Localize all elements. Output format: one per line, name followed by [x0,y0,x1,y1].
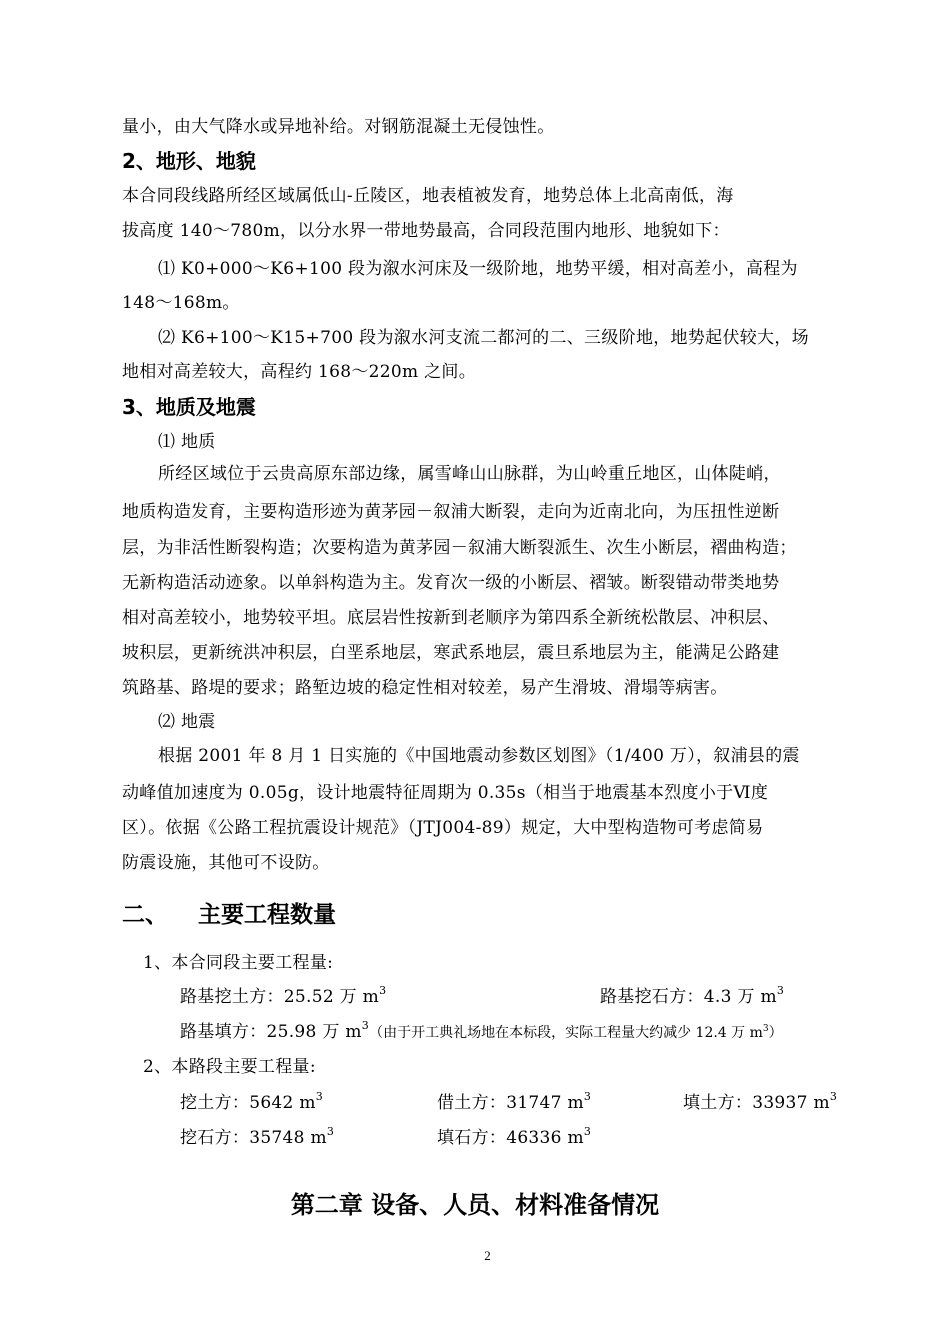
terrain-paragraph-line-1: 本合同段线路所经区域属低山-丘陵区，地表植被发育，地势总体上北高南低，海 [122,186,734,206]
geology-line-7: 筑路基、路堤的要求；路堑边坡的稳定性相对较差，易产生滑坡、滑塌等病害。 [122,678,728,698]
section-heading-geology: 3、地质及地震 [122,395,256,419]
fill-rock-quantity: 填石方：46336 $m^3$ [437,1125,592,1148]
part-heading-quantities [122,900,336,930]
earthquake-line-3: 区）。依据《公路工程抗震设计规范》（JTJ004-89）规定，大中型构造物可考虑简易 [122,818,764,838]
terrain-item-1-line-2: 148～168m。 [122,293,240,313]
geology-line-1: 所经区域位于云贵高原东部边缘，属雪峰山山脉群，为山岭重丘地区，山体陡峭， [158,464,781,484]
contract-quantities-heading: 1、本合同段主要工程量: [143,953,334,973]
road-quantities-heading: 2、本路段主要工程量: [143,1057,316,1077]
earthquake-line-2: 动峰值加速度为 0.05g，设计地震特征周期为 0.35s（相当于地震基本烈度小于Ⅵ度 [122,783,769,803]
chapter-title: 第二章 设备、人员、材料准备情况 [290,1191,660,1219]
intro-tail-text: 量小，由大气降水或异地补给。对钢筋混凝土无侵蚀性。 [122,117,555,137]
excavate-soil-quantity: 路基挖土方：25.52 万 $m^3$ [180,984,387,1007]
geology-subheading: ⑴ 地质 [158,432,216,452]
geology-line-4: 无新构造活动迹象。以单斜构造为主。发育次一级的小断层、褶皱。断裂错动带类地势 [122,573,780,593]
page-number: 2 [484,1248,491,1263]
geology-line-6: 坡积层，更新统洪冲积层，白垩系地层，寒武系地层，震旦系地层为主，能满足公路建 [122,643,780,663]
terrain-item-2-line-2: 地相对高差较大，高程约 168～220m 之间。 [122,362,477,382]
geology-line-5: 相对高差较小，地势较平坦。底层岩性按新到老顺序为第四系全新统松散层、冲积层、 [122,608,780,628]
part-title: 主要工程数量 [198,902,336,928]
earthquake-line-4: 防震设施，其他可不设防。 [122,853,330,873]
section-heading-terrain: 2、地形、地貌 [122,149,256,173]
earthquake-line-1: 根据 2001 年 8 月 1 日实施的《中国地震动参数区划图》（1/400 万），叙浦县的震 [158,746,800,766]
terrain-paragraph-line-2: 拔高度 140～780m，以分水界一带地势最高，合同段范围内地形、地貌如下： [122,221,730,241]
geology-line-3: 层，为非活性断裂构造；次要构造为黄茅园－叙浦大断裂派生、次生小断层，褶曲构造； [122,538,797,558]
excavate-rock-quantity: 路基挖石方：4.3 万 $m^3$ [600,984,785,1007]
terrain-item-1-line-1: ⑴ K0+000～K6+100 段为溆水河床及一级阶地，地势平缓，相对高差小，高程为 [158,259,798,279]
earthquake-subheading: ⑵ 地震 [158,712,216,732]
borrow-soil-quantity: 借土方：31747 $m^3$ [437,1090,592,1113]
dig-soil-quantity: 挖土方：5642 $m^3$ [180,1090,324,1113]
terrain-item-2-line-1: ⑵ K6+100～K15+700 段为溆水河支流二都河的二、三级阶地，地势起伏较大，场 [158,328,809,348]
fill-soil-quantity: 填土方：33937 $m^3$ [683,1090,838,1113]
fill-quantity: 路基填方：25.98 万 $m^3$（由于开工典礼场地在本标段，实际工程量大约减少 12.4 万 $m^3$） [180,1019,783,1042]
dig-rock-quantity: 挖石方：35748 $m^3$ [180,1125,335,1148]
part-number: 二、 [122,902,168,928]
fill-note: （由于开工典礼场地在本标段，实际工程量大约减少 12.4 万 $m^3$） [369,1024,783,1041]
geology-line-2: 地质构造发育，主要构造形迹为黄茅园－叙浦大断裂，走向为近南北向，为压扭性逆断 [122,502,780,522]
